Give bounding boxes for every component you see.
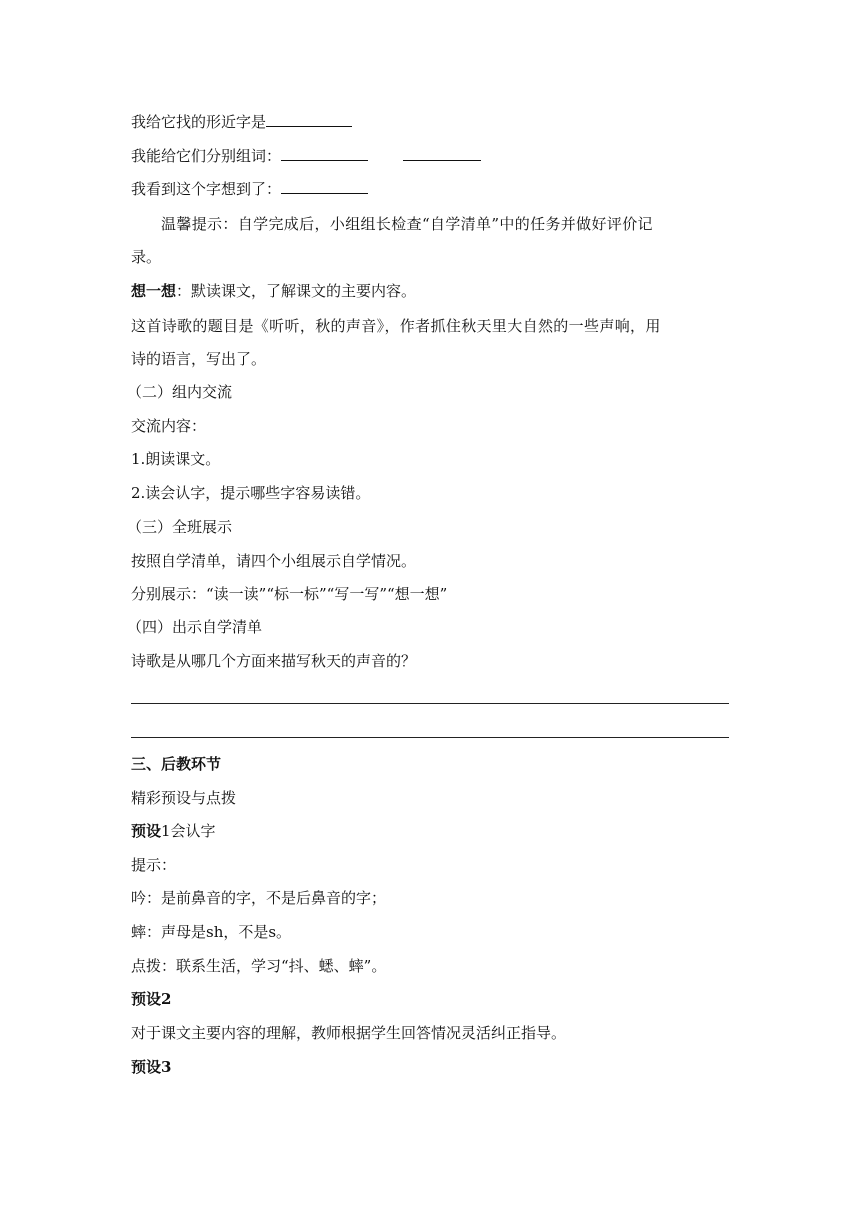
section-3-heading: （三）全班展示: [127, 518, 233, 536]
show-line-a: 按照自学清单，请四个小组展示自学情况。: [131, 552, 417, 570]
exchange-label: 交流内容：: [131, 417, 207, 435]
tip-text: 温馨提示：自学完成后，小组组长检查“自学清单”中的任务并做好评价记: [161, 215, 653, 233]
words-prompt: 我能给它们分别组词：: [131, 147, 282, 165]
preset-1-line: [131, 821, 731, 841]
tip-paragraph: [131, 214, 731, 234]
preset-title: 精彩预设与点拨: [131, 789, 237, 807]
dianbo-line: 点拨：联系生活，学习“抖、蟋、蟀”。: [131, 957, 387, 975]
section-2-heading: （二）组内交流: [127, 383, 233, 401]
think-line: [131, 281, 731, 301]
preset-2-text: 对于课文主要内容的理解，教师根据学生回答情况灵活纠正指导。: [131, 1024, 567, 1042]
tip-continuation: 录。: [131, 248, 162, 266]
preset-1-text: 1会认字: [161, 822, 216, 840]
think-text: ：默读课文，了解课文的主要内容。: [176, 282, 417, 300]
similar-char-prompt: 我给它找的形近字是: [131, 113, 267, 131]
preset-2-heading: 预设2: [131, 990, 172, 1008]
preset-3-heading: 预设3: [131, 1058, 172, 1076]
hint-xi: 蟀：声母是sh，不是s。: [131, 923, 292, 941]
hint-label: 提示：: [131, 856, 177, 874]
think-of-line: [131, 179, 731, 199]
hint-yin: 吟：是前鼻音的字，不是后鼻音的字；: [131, 889, 387, 907]
part-3-heading: 三、后教环节: [131, 755, 222, 773]
section-4-heading: （四）出示自学清单: [127, 618, 263, 636]
words-line: [131, 146, 731, 166]
word-blank-2[interactable]: [403, 146, 481, 161]
similar-char-blank[interactable]: [266, 112, 352, 127]
preset-1-label: 预设: [131, 822, 162, 840]
answer-rule-1[interactable]: [131, 703, 729, 704]
poem-line-a: 这首诗歌的题目是《听听，秋的声音》，作者抓住秋天里大自然的一些声响，用: [131, 317, 661, 335]
show-line-b: 分别展示：“读一读”“标一标”“写一写”“想一想”: [131, 585, 448, 603]
exchange-item-2: 2.读会认字，提示哪些字容易读错。: [131, 484, 371, 502]
question-line: 诗歌是从哪几个方面来描写秋天的声音的？: [131, 652, 417, 670]
think-label: 想一想: [131, 282, 177, 300]
exchange-item-1: 1.朗读课文。: [131, 450, 221, 468]
think-of-prompt: 我看到这个字想到了：: [131, 180, 282, 198]
answer-rule-2[interactable]: [131, 737, 729, 738]
poem-line-b: 诗的语言，写出了。: [131, 350, 267, 368]
think-of-blank[interactable]: [281, 179, 368, 194]
similar-char-line: [131, 112, 731, 132]
word-blank-1[interactable]: [281, 146, 368, 161]
